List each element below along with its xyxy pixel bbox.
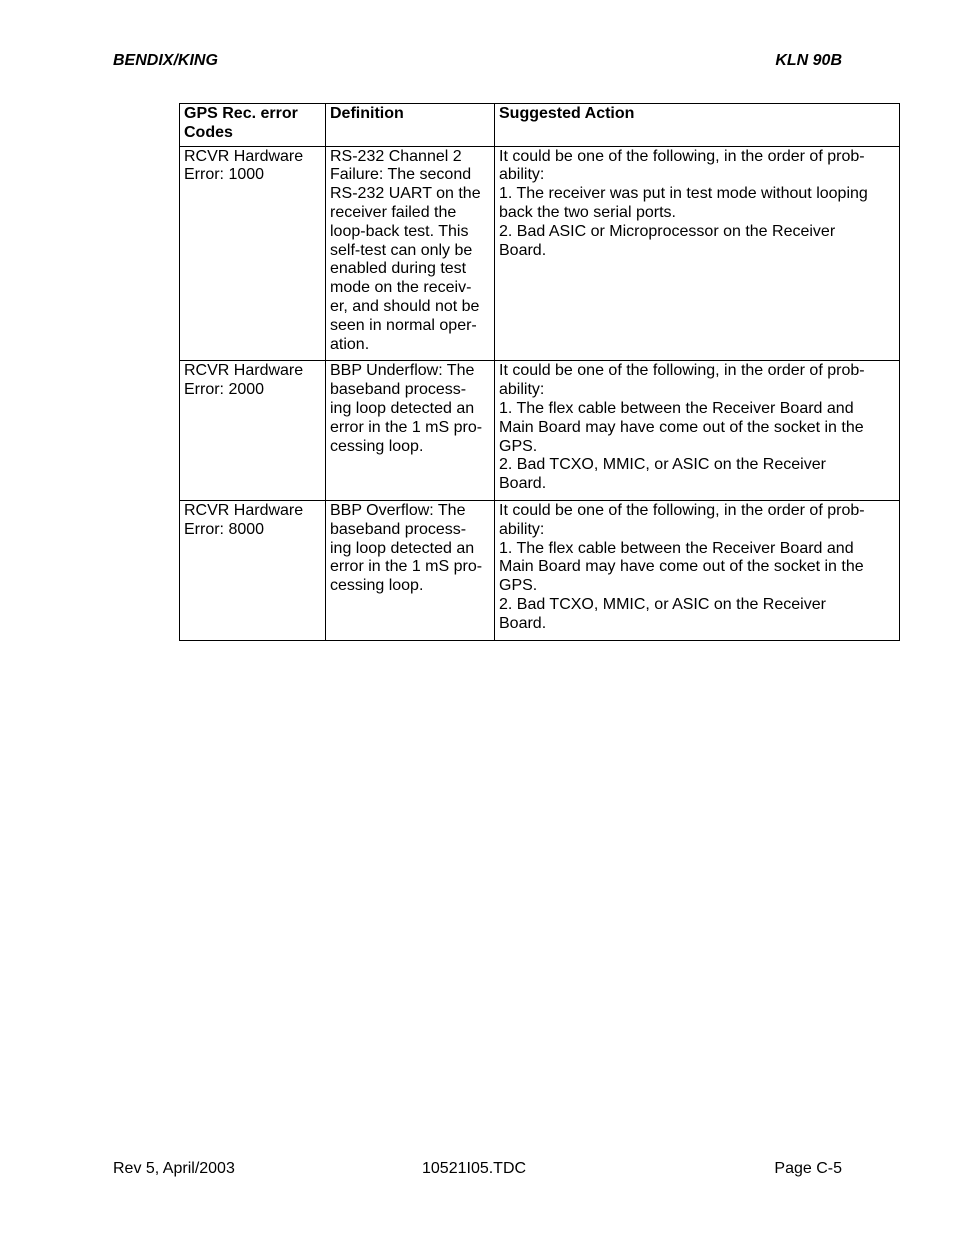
cell-line: 1. The flex cable between the Receiver Board and xyxy=(499,539,854,557)
cell-line: It could be one of the following, in the order of prob- xyxy=(499,147,865,165)
cell-line: RS-232 UART on the xyxy=(330,185,481,203)
cell-line: self-test can only be xyxy=(330,241,473,259)
table-row xyxy=(180,361,900,501)
column-header-definition xyxy=(326,104,495,147)
cell-line: cessing loop. xyxy=(330,437,424,455)
header-manufacturer: BENDIX/KING xyxy=(113,52,218,69)
definition-cell xyxy=(326,500,495,640)
cell-line: cessing loop. xyxy=(330,577,424,595)
table-header-row xyxy=(180,104,900,147)
cell-line: Failure: The second xyxy=(330,166,472,184)
cell-line: ability: xyxy=(499,520,545,538)
cell-line: receiver failed the xyxy=(330,203,457,221)
cell-line: ation. xyxy=(330,335,370,353)
cell-line: 1. The receiver was put in test mode without looping xyxy=(499,185,868,203)
footer-page-number: Page C-5 xyxy=(774,1160,842,1177)
cell-line: loop-back test. This xyxy=(330,222,469,240)
cell-line: ing loop detected an xyxy=(330,539,475,557)
header-model: KLN 90B xyxy=(775,52,842,69)
suggested-action-cell xyxy=(495,146,900,361)
definition-cell xyxy=(326,361,495,501)
cell-line: Board. xyxy=(499,241,547,259)
cell-line: seen in normal oper- xyxy=(330,316,477,334)
cell-line: GPS. xyxy=(499,437,538,455)
error-code-cell xyxy=(180,500,326,640)
cell-line: BBP Overflow: The xyxy=(330,501,466,519)
cell-line: It could be one of the following, in the order of prob- xyxy=(499,362,865,380)
table-body xyxy=(180,146,900,640)
table-row xyxy=(180,500,900,640)
cell-line: It could be one of the following, in the order of prob- xyxy=(499,501,865,519)
cell-line: back the two serial ports. xyxy=(499,203,676,221)
cell-line: Main Board may have come out of the socket in the xyxy=(499,558,864,576)
header-line: Definition xyxy=(330,105,404,122)
error-code-cell xyxy=(180,146,326,361)
cell-line: Error: 8000 xyxy=(184,520,265,538)
cell-line: Main Board may have come out of the socket in the xyxy=(499,418,864,436)
cell-line: er, and should not be xyxy=(330,297,480,315)
cell-line: error in the 1 mS pro- xyxy=(330,418,483,436)
cell-line: GPS. xyxy=(499,577,538,595)
footer-revision: Rev 5, April/2003 xyxy=(113,1160,235,1177)
cell-line: 2. Bad TCXO, MMIC, or ASIC on the Receiver xyxy=(499,456,826,474)
gps-error-table xyxy=(179,103,900,641)
cell-line: ing loop detected an xyxy=(330,399,475,417)
definition-cell xyxy=(326,146,495,361)
error-code-cell xyxy=(180,361,326,501)
table-row xyxy=(180,146,900,361)
cell-line: baseband process- xyxy=(330,520,467,538)
suggested-action-cell xyxy=(495,361,900,501)
cell-line: RCVR Hardware xyxy=(184,501,304,519)
cell-line: BBP Underflow: The xyxy=(330,362,475,380)
cell-line: mode on the receiv- xyxy=(330,279,472,297)
cell-line: Board. xyxy=(499,614,547,632)
cell-line: Board. xyxy=(499,475,547,493)
cell-line: RCVR Hardware xyxy=(184,147,304,165)
cell-line: error in the 1 mS pro- xyxy=(330,558,483,576)
column-header-codes xyxy=(180,104,326,147)
header-line: Suggested Action xyxy=(499,105,635,122)
suggested-action-cell xyxy=(495,500,900,640)
header-line: Codes xyxy=(184,123,233,141)
cell-line: ability: xyxy=(499,166,545,184)
cell-line: Error: 2000 xyxy=(184,381,265,399)
header-line: GPS Rec. error xyxy=(184,105,298,122)
cell-line: 2. Bad TCXO, MMIC, or ASIC on the Receiver xyxy=(499,595,826,613)
cell-line: 2. Bad ASIC or Microprocessor on the Receiver xyxy=(499,222,836,240)
column-header-suggested-action xyxy=(495,104,900,147)
cell-line: enabled during test xyxy=(330,260,467,278)
cell-line: 1. The flex cable between the Receiver Board and xyxy=(499,399,854,417)
cell-line: baseband process- xyxy=(330,381,467,399)
footer-document-id: 10521I05.TDC xyxy=(422,1160,527,1177)
cell-line: ability: xyxy=(499,381,545,399)
cell-line: RS-232 Channel 2 xyxy=(330,147,462,165)
cell-line: Error: 1000 xyxy=(184,166,265,184)
cell-line: RCVR Hardware xyxy=(184,362,304,380)
